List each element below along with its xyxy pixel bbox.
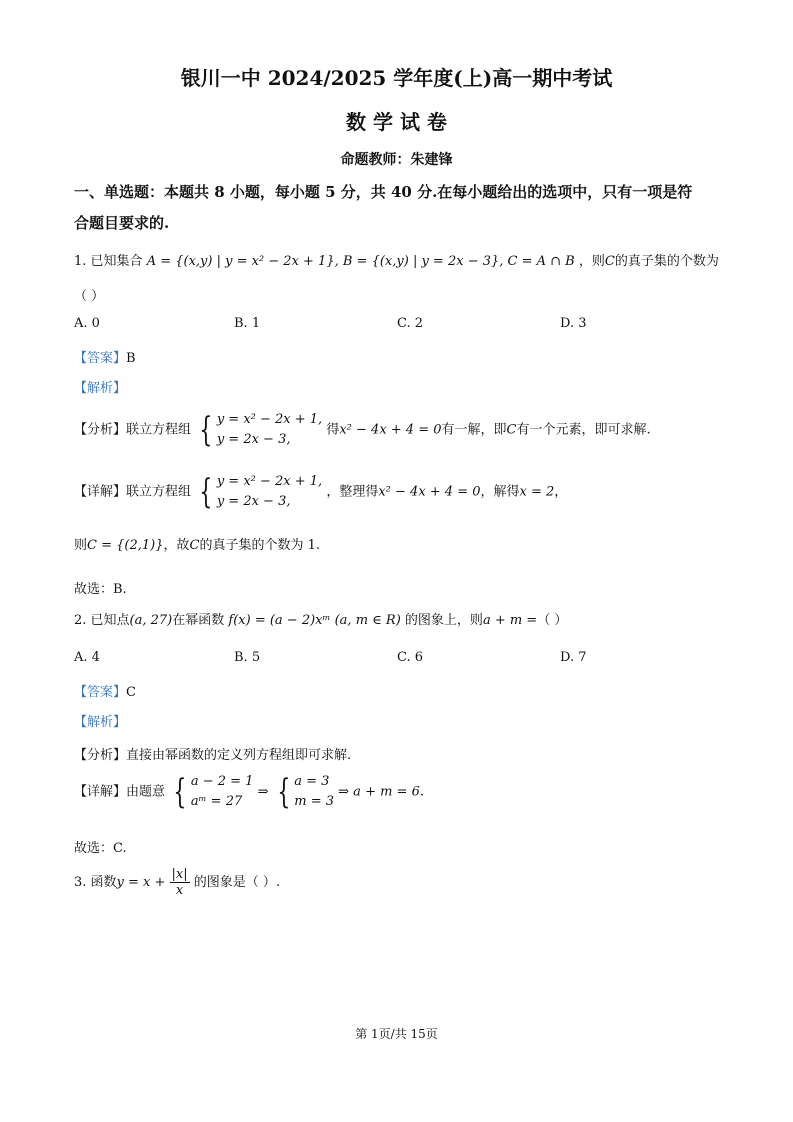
q1-analysis-label: 【解析】	[74, 381, 127, 396]
q2-choose: 故选：C.	[74, 841, 127, 856]
q2-answer: 【答案】C	[74, 685, 136, 700]
q3-stem: 3. 函数y = x + $\frac{|x|}{x}$ 的图象是（ ）.	[74, 867, 281, 898]
section-heading-line1: 一、单选题：本题共 8 小题，每小题 5 分，共 40 分.在每小题给出的选项中，只有一项是符	[74, 183, 693, 201]
q1-choose: 故选：B.	[74, 582, 127, 597]
q2-equation-system-b: { a = 3 m = 3	[276, 772, 335, 812]
author-line: 命题教师：朱建锋	[340, 152, 453, 168]
q2-stem: 2. 已知点(a, 27)在幂函数 f(x) = (a − 2)xᵐ (a, m ∈ R) 的图象上，则a + m =（ ）	[74, 613, 568, 628]
q3-fraction: $\frac{|x|}{x}$	[171, 867, 188, 898]
q2-option-d: D. 7	[560, 650, 587, 665]
q1-equation-system-1: { y = x² − 2x + 1, y = 2x − 3,	[199, 410, 323, 450]
q1-xiangjie: 【详解】联立方程组 { y = x² − 2x + 1, y = 2x − 3, ，整理得x² − 4x + 4 = 0，解得x = 2，	[74, 472, 568, 512]
q1-prefix: 1. 已知集合	[74, 254, 143, 269]
q1-equation-system-2: { y = x² − 2x + 1, y = 2x − 3,	[199, 472, 323, 512]
q1-answer-value: B	[126, 351, 136, 366]
q2-equation-system-a: { a − 2 = 1 aᵐ = 27	[173, 772, 254, 812]
q1-option-d: D. 3	[560, 316, 587, 331]
q1-set-b: B = {(x,y) | y = 2x − 3}	[342, 254, 500, 269]
section-heading-line2: 合题目要求的.	[74, 214, 170, 232]
q1-set-c: C = A ∩ B	[507, 254, 575, 269]
q2-xiangjie: 【详解】由题意 { a − 2 = 1 aᵐ = 27 ⇒ { a = 3 m = 3 ⇒ a + m = 6.	[74, 772, 424, 812]
q1-option-c: C. 2	[397, 316, 424, 331]
exam-title: 银川一中 2024/2025 学年度(上)高一期中考试	[180, 66, 613, 90]
q1-xiangjie-label: 【详解】	[74, 484, 127, 500]
q2-option-a: A. 4	[74, 650, 100, 665]
q1-stem: 1. 已知集合 A = {(x,y) | y = x² − 2x + 1}, B = {(x,y) | y = 2x − 3}, C = A ∩ B ，则C的真子集的个数为	[74, 254, 719, 269]
q1-option-a: A. 0	[74, 316, 100, 331]
q1-fenxi: 【分析】联立方程组 { y = x² − 2x + 1, y = 2x − 3, 得x² − 4x + 4 = 0有一解，即C有一个元素，即可求解.	[74, 410, 651, 450]
q1-set-a: A = {(x,y) | y = x² − 2x + 1}	[146, 254, 335, 269]
q2-option-c: C. 6	[397, 650, 424, 665]
q1-option-b: B. 1	[234, 316, 261, 331]
exam-subtitle: 数 学 试 卷	[346, 110, 447, 134]
q1-var-c: C	[604, 254, 615, 269]
q2-option-b: B. 5	[234, 650, 261, 665]
q1-tail-b: 的真子集的个数为	[614, 254, 719, 269]
q1-conclusion: 则C = {(2,1)}，故C的真子集的个数为 1.	[74, 538, 320, 553]
q1-fenxi-label: 【分析】	[74, 422, 127, 438]
q2-analysis-label: 【解析】	[74, 715, 127, 730]
page-footer: 第 1页/共 15页	[355, 1027, 438, 1041]
q1-answer-label: 【答案】	[74, 351, 127, 366]
q1-tail-a: ，则	[578, 254, 605, 269]
q2-fenxi: 【分析】直接由幂函数的定义列方程组即可求解.	[74, 748, 352, 763]
q1-answer	[74, 347, 136, 366]
q1-paren: （ ）	[74, 289, 105, 304]
